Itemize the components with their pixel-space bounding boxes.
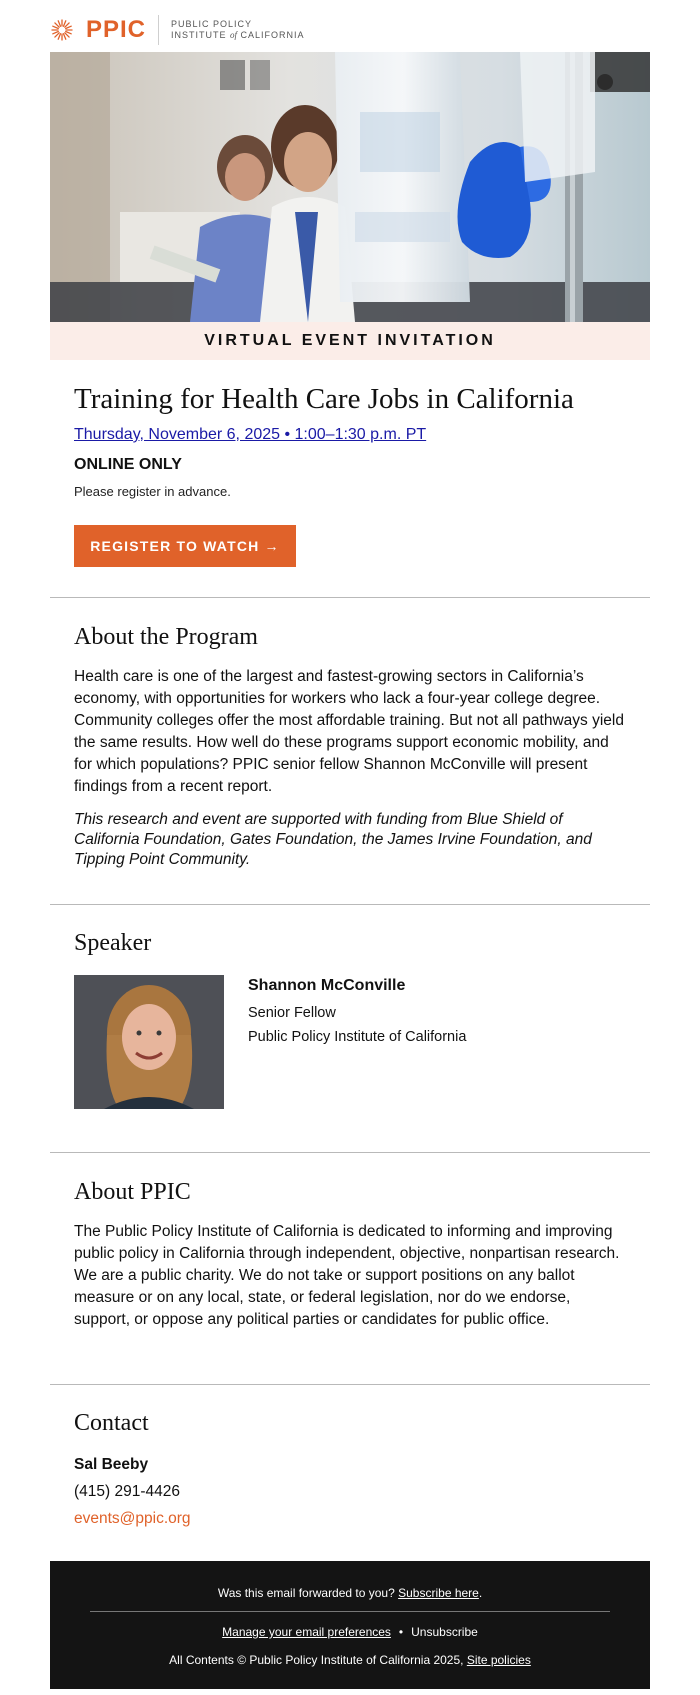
speaker-photo <box>74 975 224 1109</box>
speaker-section <box>74 928 630 958</box>
email-footer <box>50 1561 650 1689</box>
about-program-body: Health care is one of the largest and fastest-growing sectors in California’s economy, with opportunities for workers who lack a four-year college degree. Community colleges offer the most affordable training. But not all pathways yield the same results. How well do these programs support economic mobility, and for which populations? PPIC senior fellow Shannon McConville will present findings from a recent report. <box>74 668 624 795</box>
event-datetime-link[interactable]: Thursday, November 6, 2025 • 1:00–1:30 p.m. PT <box>74 426 427 443</box>
logo-subtitle <box>171 19 305 41</box>
event-mode: ONLINE ONLY <box>74 456 182 473</box>
contact-heading: Contact <box>74 1410 149 1436</box>
event-title: Training for Health Care Jobs in California <box>74 383 574 415</box>
copyright-line <box>50 1653 650 1667</box>
logo-subtitle-line2b: CALIFORNIA <box>237 30 305 40</box>
speaker-org: Public Policy Institute of California <box>248 1029 467 1045</box>
manage-preferences-link[interactable]: Manage your email preferences <box>222 1625 391 1639</box>
site-policies-link[interactable]: Site policies <box>466 1653 531 1667</box>
contact-phone: (415) 291-4426 <box>74 1483 180 1500</box>
speaker-info <box>248 975 628 1047</box>
register-note: Please register in advance. <box>74 484 231 499</box>
ppic-sunburst-logo-icon[interactable] <box>50 18 74 42</box>
about-ppic-section <box>74 1177 630 1331</box>
preferences-line <box>50 1625 650 1639</box>
email-header <box>50 10 650 50</box>
subscribe-link[interactable]: Subscribe here <box>398 1586 479 1600</box>
hero-image <box>50 52 650 322</box>
section-divider <box>50 1152 650 1153</box>
event-details <box>74 380 634 499</box>
logo-subtitle-of: of <box>230 30 238 40</box>
contact-section <box>74 1408 630 1528</box>
register-to-watch-button[interactable]: REGISTER TO WATCH → <box>74 525 296 567</box>
forward-line <box>50 1586 650 1600</box>
footer-divider <box>90 1611 610 1612</box>
logo-divider <box>158 15 159 45</box>
speaker-role: Senior Fellow <box>248 1005 336 1021</box>
section-divider <box>50 904 650 905</box>
copyright-text: All Contents © Public Policy Institute of California 2025, <box>169 1653 467 1667</box>
virtual-event-banner: VIRTUAL EVENT INVITATION <box>50 322 650 360</box>
contact-email-link[interactable]: events@ppic.org <box>74 1510 191 1527</box>
ppic-logo-text[interactable]: PPIC <box>86 16 147 43</box>
footer-separator: • <box>398 1625 404 1639</box>
logo-subtitle-line1: PUBLIC POLICY <box>171 19 253 29</box>
speaker-name: Shannon McConville <box>248 977 406 994</box>
section-divider <box>50 597 650 598</box>
about-program-section <box>74 622 630 870</box>
about-program-heading: About the Program <box>74 624 258 650</box>
funding-note: This research and event are supported with funding from Blue Shield of California Foundation, Gates Foundation, the James Irvine Foundation, and Tipping Point Community. <box>74 811 592 868</box>
logo-subtitle-line2a: INSTITUTE <box>171 30 231 40</box>
unsubscribe-link[interactable]: Unsubscribe <box>411 1625 478 1639</box>
forward-end: . <box>478 1586 483 1600</box>
about-ppic-heading: About PPIC <box>74 1179 191 1205</box>
about-ppic-body: The Public Policy Institute of California is dedicated to informing and improving public policy in California through independent, objective, nonpartisan research. We are a public charity. We do not take or support positions on any ballot measure or on any local, state, or federal legislation, nor do we endorse, support, or oppose any political parties or candidates for public office. <box>74 1223 620 1328</box>
speaker-heading: Speaker <box>74 930 152 956</box>
contact-name: Sal Beeby <box>74 1456 149 1473</box>
forward-text: Was this email forwarded to you? <box>217 1586 399 1600</box>
section-divider <box>50 1384 650 1385</box>
